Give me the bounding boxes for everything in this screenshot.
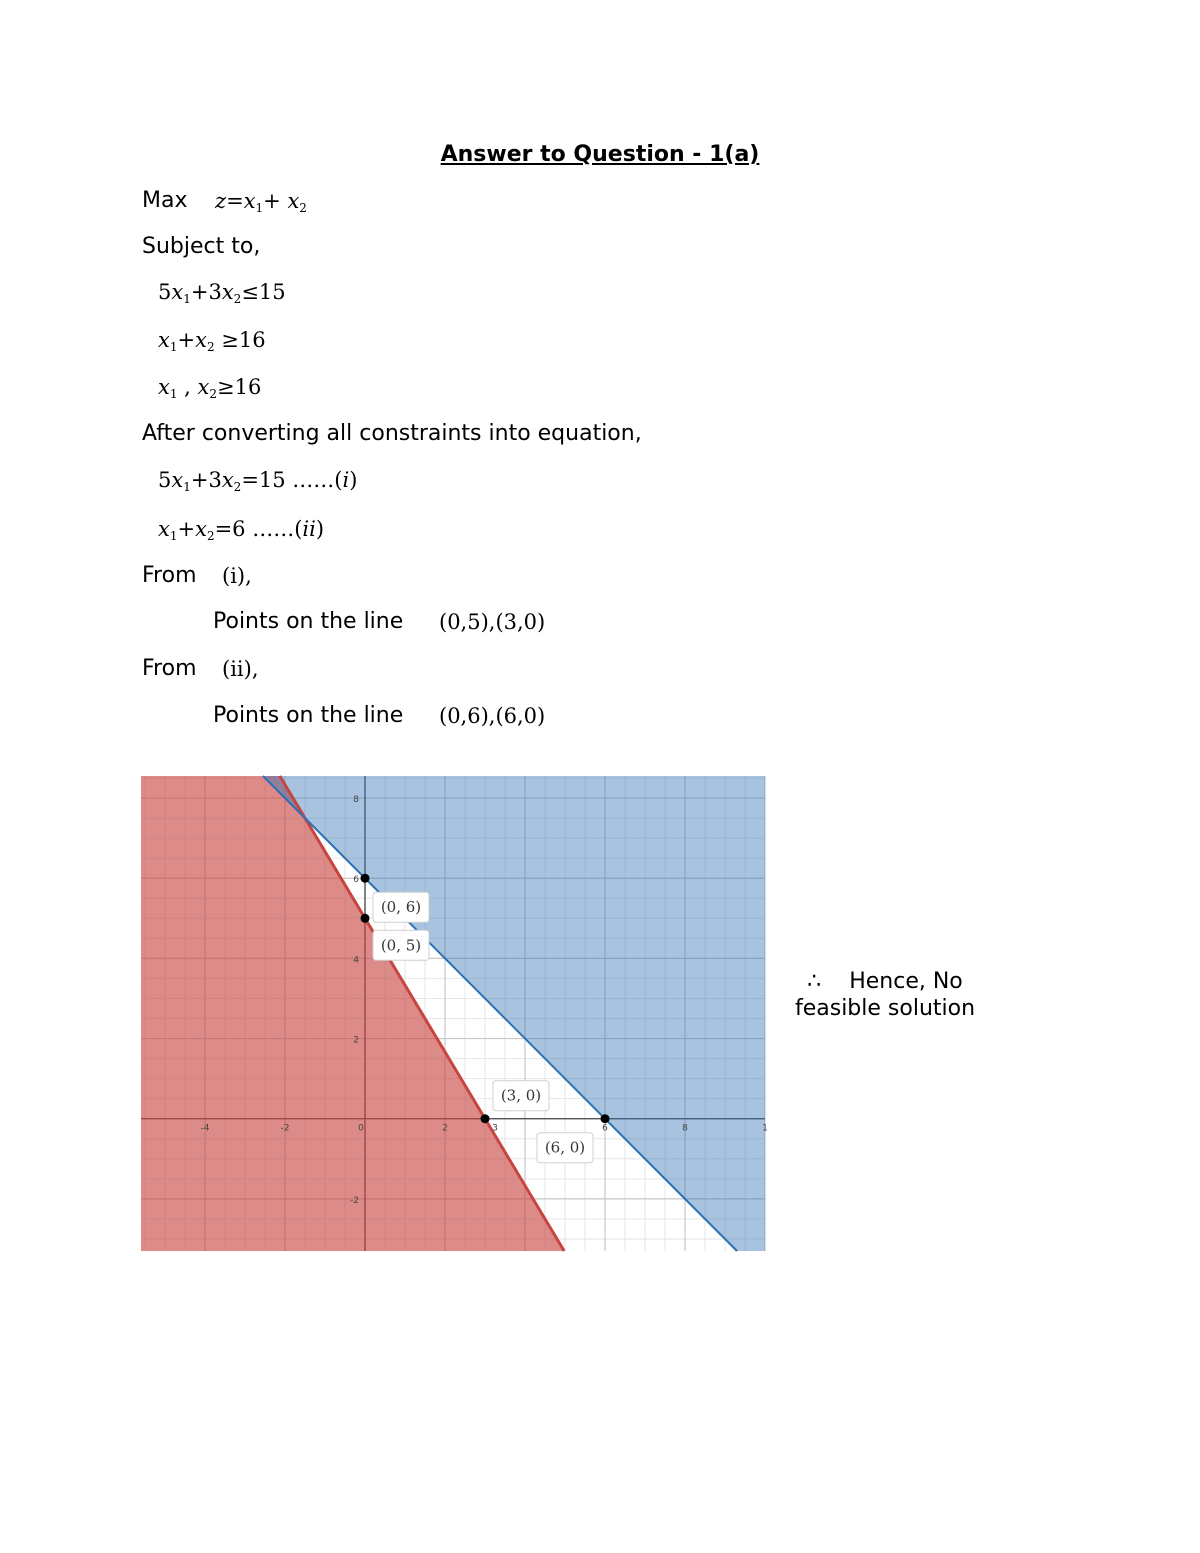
x-tick-label: 6 (602, 1123, 608, 1134)
point-label: (0, 5) (380, 936, 422, 955)
point-marker (361, 914, 370, 923)
y-tick-label: -2 (350, 1195, 359, 1206)
x-tick-label: 3 (492, 1123, 498, 1134)
x-tick-label: 1 (762, 1123, 768, 1134)
y-tick-label: 8 (353, 795, 359, 806)
conclusion-line-2: feasible solution (794, 996, 976, 1021)
point-label: (6, 0) (544, 1138, 586, 1157)
conclusion (780, 968, 990, 1022)
from-ref-1: (i), (222, 564, 252, 588)
point-marker (481, 1114, 490, 1123)
x-tick-label: 2 (442, 1123, 448, 1134)
points-label-2: Points on the line (213, 703, 404, 728)
objective-expression: $z=x_1+ x_2$ (215, 189, 307, 215)
point-label: (3, 0) (500, 1086, 542, 1105)
graph-svg (141, 776, 768, 1251)
converting-label: After converting all constraints into equation, (142, 421, 642, 446)
constraint-1: $5x_1+3x_2\le 15$ (158, 280, 286, 306)
point-marker (361, 874, 370, 883)
point-marker (601, 1114, 610, 1123)
from-label-2: From (142, 656, 197, 681)
y-tick-label: 6 (353, 875, 359, 886)
y-tick-label: 4 (353, 955, 359, 966)
y-tick-label: 2 (353, 1035, 359, 1046)
conclusion-line-1: Hence, No (849, 969, 963, 994)
therefore-symbol: ∴ (807, 969, 822, 994)
x-tick-label: 8 (682, 1123, 688, 1134)
x-tick-label: 0 (358, 1123, 364, 1134)
from-ref-2: (ii), (222, 657, 259, 681)
constraint-3: $x_1$ , $x_2\ge 16$ (158, 375, 262, 401)
page-title: Answer to Question - 1(a) (440, 142, 760, 167)
subject-to-label: Subject to, (142, 234, 261, 259)
objective-label: Max (142, 188, 188, 213)
from-label-1: From (142, 563, 197, 588)
x-tick-label: -2 (280, 1123, 290, 1134)
x-tick-label: -4 (200, 1123, 210, 1134)
points-label-1: Points on the line (213, 609, 404, 634)
point-label: (0, 6) (380, 898, 422, 917)
points-1: (0,5),(3,0) (439, 610, 546, 634)
feasible-region-graph (141, 776, 768, 1251)
equation-2: $x_1+x_2=6$ ……(ii) (158, 517, 325, 543)
constraint-2: $x_1+x_2 \ge 16$ (158, 328, 266, 354)
points-2: (0,6),(6,0) (439, 704, 546, 728)
equation-1: $5x_1+3x_2=15$ ……(i) (158, 468, 358, 494)
